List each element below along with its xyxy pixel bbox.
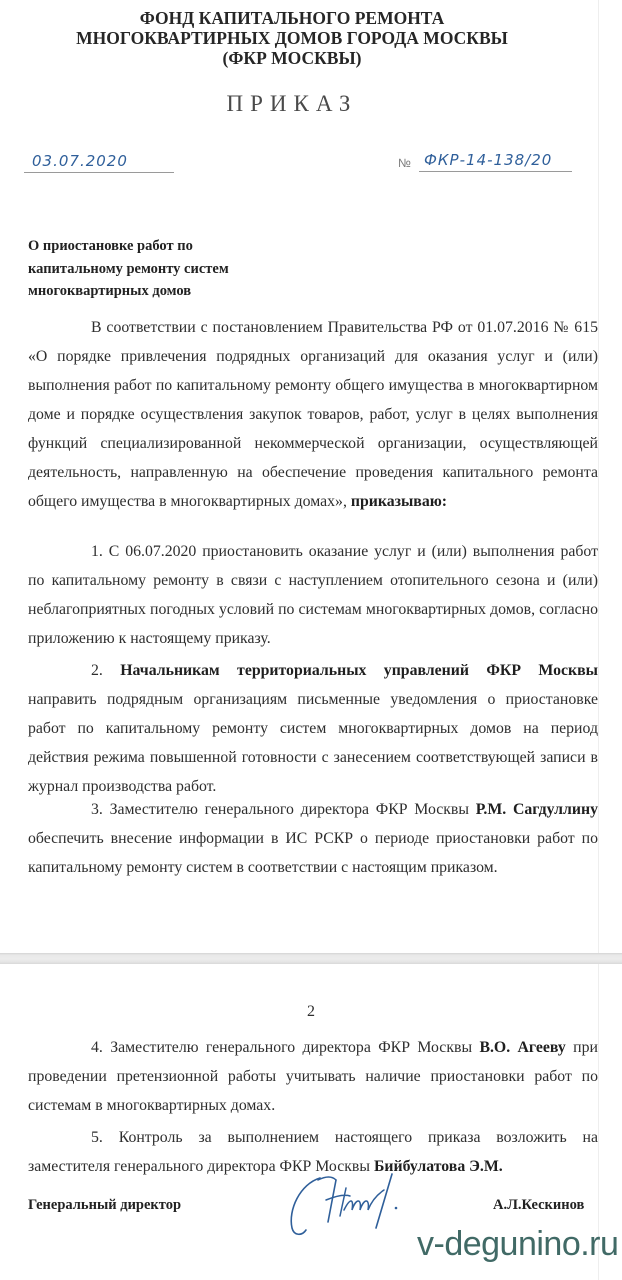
document-title: ПРИКАЗ [226, 91, 358, 116]
item-5-addressee: Бийбулатова Э.М. [373, 1158, 503, 1175]
signatory-position: Генеральный директор [28, 1197, 182, 1213]
number-underline [419, 171, 572, 172]
watermark-text: v-degunino.ru [417, 1225, 619, 1263]
item-2-number: 2. [91, 662, 121, 679]
item-1-text: 1. С 06.07.2020 приостановить оказание услуг и (или) выполнения работ по капитальному ремонту в связи с наступлением отопительного сезона и (или) неблагоприятных погодных условий по системам многоквартирных домов, согласно приложению к настоящему приказу. [28, 543, 598, 647]
subject-line: многоквартирных домов [28, 283, 192, 299]
order-item-2 [28, 656, 598, 801]
date-field [24, 148, 174, 173]
handwritten-date: 03.07.2020 [32, 152, 128, 170]
item-3-addressee: Р.М. Сагдуллину [475, 801, 598, 818]
item-4-text-after: при проведении претензионной работы учитывать наличие приостановки работ по системам в многоквартирных домах. [28, 1039, 598, 1114]
handwritten-signature-icon [280, 1170, 430, 1250]
order-item-3 [28, 795, 598, 882]
preamble-paragraph [28, 313, 598, 516]
item-4-addressee: В.О. Агееву [479, 1039, 566, 1056]
page-edge-line [598, 0, 599, 953]
item-2-addressee: Начальникам территориальных управлений ФКР Москвы [120, 662, 598, 679]
item-3-text-before: 3. Заместителю генерального директора ФКР Москвы [91, 801, 476, 818]
subject-line: капитальному ремонту систем [28, 260, 229, 277]
page-number: 2 [307, 1003, 315, 1020]
order-directive: приказываю: [346, 493, 448, 510]
org-line: (ФКР МОСКВЫ) [222, 48, 362, 68]
order-subject [28, 235, 229, 303]
item-2-text: направить подрядным организациям письменные уведомления о приостановке работ по капитальному ремонту систем многоквартирных домов на период действия режима повышенной готовности с занесением соответствующей записи в журнал производства работ. [28, 691, 598, 795]
number-sign: № [398, 156, 411, 170]
order-item-1 [28, 537, 598, 653]
signatory-name: А.Л.Кескинов [493, 1197, 585, 1213]
org-line: ФОНД КАПИТАЛЬНОГО РЕМОНТА [139, 8, 445, 28]
page-separator [0, 953, 622, 964]
order-number-field [398, 148, 588, 172]
organization-header [0, 8, 584, 68]
item-3-text-after: обеспечить внесение информации в ИС РСКР о периоде приостановки работ по капитальному ремонту систем в соответствии с настоящим приказом. [28, 830, 598, 876]
item-4-text-before: 4. Заместителю генерального директора ФКР Москвы [91, 1039, 480, 1056]
subject-line: О приостановке работ по [28, 238, 193, 254]
org-line: МНОГОКВАРТИРНЫХ ДОМОВ ГОРОДА МОСКВЫ [76, 28, 508, 48]
preamble-text: В соответствии с постановлением Правительства РФ от 01.07.2016 № 615 «О порядке привлечения подрядных организаций для оказания услуг и (или) выполнения работ по капитальному ремонту общего имущества в многоквартирном доме и порядке осуществления закупок товаров, работ, услуг в целях выполнения функций специализированной некоммерческой организации, осуществляющей деятельность, направленную на обеспечение проведения капитального ремонта общего имущества в многоквартирных домах», [28, 319, 598, 510]
handwritten-order-number: ФКР-14-138/20 [424, 151, 553, 169]
order-item-4 [28, 1033, 598, 1120]
item-5-text-before: 5. Контроль за выполнением настоящего приказа возложить на заместителя генерального директора ФКР Москвы [28, 1129, 598, 1175]
